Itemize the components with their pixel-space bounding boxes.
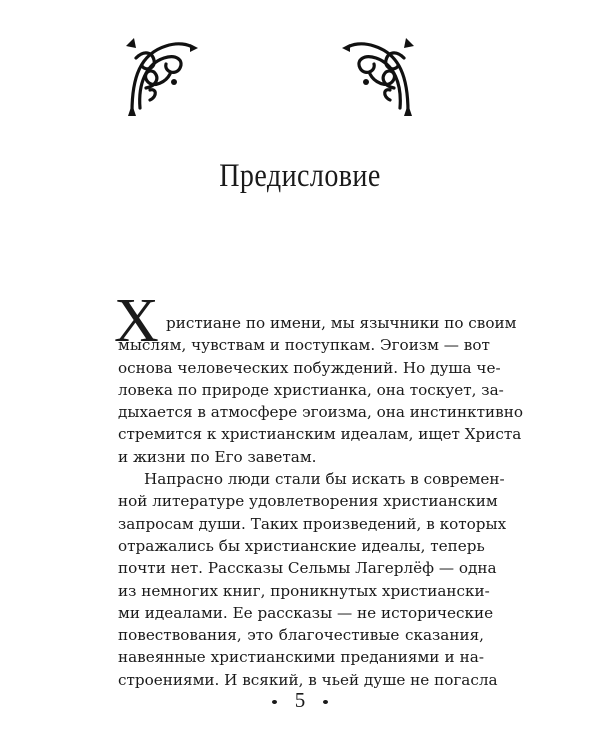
text-line: ми идеалами. Ее рассказы — не исторические [118,603,494,622]
body-text [118,312,523,691]
corner-ornament-right-icon [342,38,414,118]
text-line: ной литературе удовлетворения христианским [118,492,498,511]
text-line: и жизни по Его заветам. [118,447,317,466]
text-line: навеянные христианскими преданиями и на- [118,648,484,667]
text-line: отражались бы христианские идеалы, теперь [118,536,485,555]
text-line: стремится к христианским идеалам, ищет Христа [118,425,522,444]
text-line: почти нет. Рассказы Сельмы Лагерлёф — одна [118,559,497,578]
page-number-value: 5 [294,688,306,712]
text-line: строениями. И всякий, в чьей душе не погасла [118,670,498,689]
chapter-title: Предисловие [219,158,381,194]
bullet-left-icon [272,700,277,704]
page-number [0,688,600,713]
text-line: запросам души. Таких произведений, в которых [118,514,507,533]
text-line: ловека по природе христианка, она тоскует, за- [118,380,504,399]
bullet-right-icon [323,700,328,704]
drop-cap: Х [114,287,159,355]
corner-ornament-left-icon [126,38,198,118]
text-line: повествования, это благочестивые сказания, [118,626,484,645]
text-line: мыслям, чувствам и поступкам. Эгоизм — вот [118,336,490,355]
text-line: дыхается в атмосфере эгоизма, она инстинктивно [118,403,523,422]
text-line: из немногих книг, проникнутых христиански- [118,581,490,600]
text-line: ристиане по имени, мы язычники по своим [166,314,517,332]
text-line: Напрасно люди стали бы искать в современ- [144,470,505,489]
text-line: основа человеческих побуждений. Но душа че- [118,358,501,377]
